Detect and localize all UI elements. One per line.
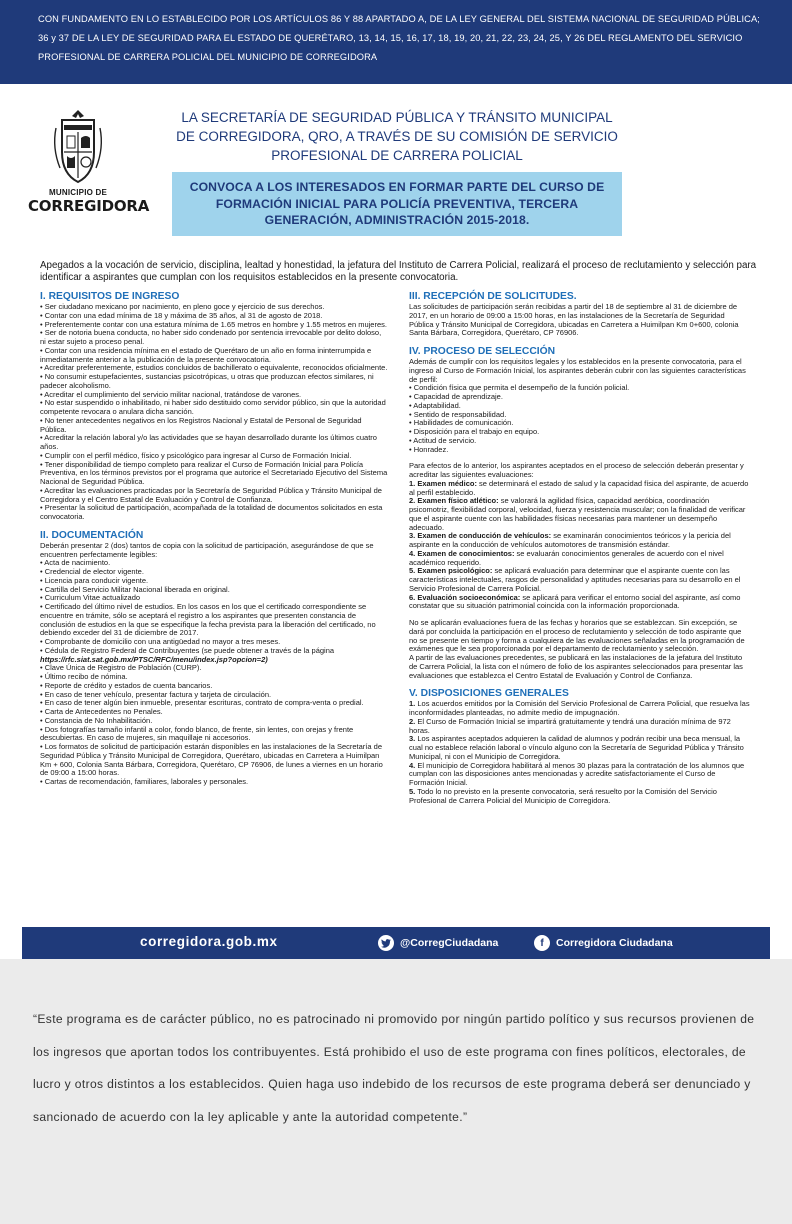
list-item: • Credencial de elector vigente. — [40, 567, 144, 576]
item-text: se determinará el estado de salud y la capacidad física del aspirante, de acuerdo al perfil establecido. — [409, 478, 749, 497]
list-item: • Reporte de crédito y estados de cuenta bancarios. — [40, 680, 213, 690]
list-item: • Capacidad de aprendizaje. — [409, 392, 503, 401]
list-item: • Último recibo de nómina. — [40, 672, 128, 681]
item-label: 5. — [409, 786, 416, 796]
rfc-link[interactable]: https://rfc.siat.sat.gob.mx/PTSC/RFC/menu/index.jsp?opcion=2) — [40, 654, 268, 664]
logo-muni-text: MUNICIPIO DE — [49, 188, 107, 197]
twitter-icon — [378, 935, 394, 951]
list-item: • Acreditar el cumplimiento del servicio militar nacional, tratándose de varones. — [40, 389, 302, 399]
item-text: se valorará la agilidad física, capacidad aeróbica, coordinación psicomotriz, flexibilidad corporal, velocidad, fuerza y resistencia muscular; con la finalidad de verificar que el aspirante cuente con las habilidades físicas necesarias para mantener un desempeño adecuado. — [409, 496, 746, 532]
list-item: • Ser de notoria buena conducta, no haber sido condenado por sentencia irrevocable por delito doloso, ni estar sujeto a proceso penal. — [40, 328, 382, 346]
item-text: Todo lo no previsto en la presente convocatoria, será resuelto por la Comisión del Servicio Profesional de Carrera Policial del Municipio de Corregidora. — [409, 786, 717, 805]
website-link[interactable]: corregidora.gob.mx — [140, 934, 278, 949]
item-text: se aplicará evaluación para determinar que el aspirante cuente con las características intelectuales, rasgos de personalidad y aptitudes necesarias para su desarrollo en el Servicio Profesional de Carrera Policial. — [409, 566, 741, 593]
section-title: IV. PROCESO DE SELECCIÓN — [409, 346, 556, 357]
list-item: • Actitud de servicio. — [409, 435, 477, 445]
item-label: 1. — [409, 699, 416, 709]
convoca-text: CONVOCA A LOS INTERESADOS EN FORMAR PARTE DEL CURSO DE FORMACIÓN INICIAL PARA POLICÍA PREVENTIVA, TERCERA GENERACIÓN, ADMINISTRACIÓN 2015-2018. — [189, 180, 605, 227]
left-column — [40, 291, 388, 787]
documents-list — [40, 559, 388, 787]
list-item: • En caso de tener vehículo, presentar factura y tarjeta de circulación. — [40, 689, 272, 699]
section-title: II. DOCUMENTACIÓN — [40, 529, 144, 541]
list-item: • Tener disponibilidad de tiempo completo para realizar el Curso de Formación Inicial para Policía Preventiva, en los términos previstos por el programa que autorice el Secretariado Ejecutivo del Sistema Nacional de Seguridad Pública. — [40, 459, 388, 486]
list-item — [409, 497, 751, 532]
list-item: • Sentido de responsabilidad. — [409, 409, 507, 419]
item-label: 5. Examen psicológico: — [409, 566, 493, 576]
secretaria-heading: LA SECRETARÍA DE SEGURIDAD PÚBLICA Y TRÁNSITO MUNICIPAL DE CORREGIDORA, QRO, A TRAVÉS DE SU COMISIÓN DE SERVICIO PROFESIONAL DE CARRERA POLICIAL — [176, 110, 618, 163]
list-item — [409, 700, 751, 718]
list-item — [409, 550, 751, 568]
evaluations-list — [409, 480, 751, 611]
list-item: • Acreditar la relación laboral y/o las actividades que se hayan desarrollado durante los últimos cuatro años. — [40, 433, 377, 451]
list-item: • Cédula de Registro Federal de Contribuyentes (se puede obtener a través de la página — [40, 645, 335, 655]
results-note: A partir de las evaluaciones precedentes, se publicará en las instalaciones de la jefatura del Instituto de Carrera Policial, la lista con el número de folio de los aspirantes seleccionados para presentar las evaluaciones que establezca el Centro Estatal de Evaluación y Control de Confianza. — [409, 653, 743, 680]
list-item: • Acreditar las evaluaciones practicadas por la Secretaría de Seguridad Pública y Tránsito Municipal de Corregidora y el Centro Estatal de Evaluación y Control de Confianza. — [40, 485, 382, 504]
list-item: • Contar con una edad mínima de 18 y máxima de 35 años, al 31 de agosto de 2018. — [40, 310, 323, 320]
header — [0, 84, 792, 256]
convoca-banner — [172, 172, 622, 236]
evaluations-lead: Para efectos de lo anterior, los aspirantes aceptados en el proceso de selección deberán presentar y acreditar las siguientes evaluaciones: — [409, 461, 744, 479]
list-item: • Comprobante de domicilio con una antigüedad no mayor a tres meses. — [40, 637, 281, 646]
documentation-lead: Deberán presentar 2 (dos) tantos de copia con la solicitud de participación, asegurándose de que se encuentren perfectamente legibles: — [40, 540, 374, 559]
item-label: 3. Examen de conducción de vehículos: — [409, 531, 552, 541]
list-item: • En caso de tener algún bien inmueble, presentar escrituras, contrato de compra-venta o predial. — [40, 698, 364, 708]
list-item: • Cartilla del Servicio Militar Nacional liberada en original. — [40, 584, 230, 594]
list-item: • Honradez. — [409, 444, 449, 454]
selection-lead: Además de cumplir con los requisitos legales y los establecidos en la presente convocatoria, para el ingreso al Curso de Formación Inicial, los aspirantes deberán cubrir con las siguientes características de perfil: — [409, 357, 746, 384]
twitter-link[interactable] — [378, 935, 498, 951]
general-provisions-list — [409, 700, 751, 805]
list-item: • Curriculum Vitae actualizado — [40, 593, 141, 603]
facebook-page-name: Corregidora Ciudadana — [556, 937, 673, 949]
item-text: se examinarán conocimientos teóricos y la pericia del aspirante en la conducción de vehículos automotores de transmisión estándar. — [409, 531, 731, 549]
list-item: • Contar con una residencia mínima en el estado de Querétaro de un año en forma ininterrumpida e inmediatamente anterior a la publicación de la presente convocatoria. — [40, 345, 372, 364]
section-title: III. RECEPCIÓN DE SOLICITUDES. — [409, 291, 577, 302]
disclaimer-text: “Este programa es de carácter público, no es patrocinado ni promovido por ningún partido político y sus recursos provienen de los ingresos que aportan todos los contribuyentes. Está prohibido el uso de este programa con fines políticos, electorales, de lucro y otros distintos a los establecidos. Quien haga uso indebido de los recursos de este programa deberá ser denunciado y sancionado de acuerdo con la ley aplicable y ante la autoridad competente.” — [33, 1012, 755, 1124]
twitter-handle: @CorregCiudadana — [400, 937, 499, 949]
intro-paragraph: Apegados a la vocación de servicio, disciplina, lealtad y honestidad, la jefatura del Instituto de Carrera Policial, realizará el proceso de reclutamiento y selección para identificar a aspirantes que cumplan con los requisitos establecidos en la presente convocatoria. — [40, 260, 757, 283]
list-item: • Presentar la solicitud de participación, acompañada de la totalidad de documentos solicitados en esta convocatoria. — [40, 503, 383, 521]
list-item: • Clave Única de Registro de Población (CURP). — [40, 663, 202, 673]
list-item: • No estar suspendido o inhabilitado, ni haber sido destituido como servidor público, sin que la autoridad competente revocara o anulara dicha sanción. — [40, 398, 386, 416]
list-item — [409, 532, 751, 550]
list-item: • Ser ciudadano mexicano por nacimiento, en pleno goce y ejercicio de sus derechos. — [40, 302, 325, 311]
item-text: El Curso de Formación Inicial se impartirá gratuitamente y tendrá una duración mínima de 972 horas. — [409, 716, 731, 735]
list-item — [409, 788, 751, 806]
item-label: 2. — [409, 716, 416, 726]
list-item: • Cartas de recomendación, familiares, laborales y personales. — [40, 777, 249, 786]
list-item: • Habilidades de comunicación. — [409, 418, 514, 428]
list-item — [409, 594, 751, 612]
list-item: • Los formatos de solicitud de participación estarán disponibles en las instalaciones de la Secretaría de Seguridad Pública y Tránsito Municipal de Corregidora, Querétaro, ubicadas en Carretera a Huimilpan Km + 600, Colonia Santa Bárbara, Corregidora, Querétaro, CP 76906, de lunes a viernes en un horario de 09:00 a 15:00 horas. — [40, 742, 383, 778]
footer-bar — [22, 927, 770, 959]
reception-text: Las solicitudes de participación serán recibidas a partir del 18 de septiembre al 31 de diciembre de 2017, en un horario de 09:00 a 15:00 horas, en las instalaciones de la Secretaría de Seguridad Pública y Tránsito Municipal de Corregidora, ubicadas en Carretera a Huimilpan Km 0+600, colonia Santa Bárbara, Corregidora, Querétaro, CP 76906. — [409, 302, 739, 338]
item-text: El municipio de Corregidora habilitará al menos 30 plazas para la contratación de los alumnos que cumplan con las disposiciones antes mencionadas y acredite satisfactoriamente el Curso de Formación Inicial. — [409, 760, 745, 787]
evaluations-note: No se aplicarán evaluaciones fuera de las fechas y horarios que se establezcan. Sin excepción, se dará por concluida la participación en el proceso de reclutamiento y selección de todo aspirante que no se presente en tiempo y forma a cualquiera de las evaluaciones señaladas en la programación de exámenes que le sea proporcionada por el departamento de reclutamiento y selección. — [409, 618, 745, 654]
item-label: 4. — [409, 760, 416, 770]
item-label: 1. Examen médico: — [409, 478, 477, 488]
list-item: • Dos fotografías tamaño infantil a color, fondo blanco, de frente, sin lentes, con orejas y frente descubiertas. En caso de mujeres, sin maquillaje ni accesorios. — [40, 724, 354, 743]
municipal-logo — [28, 108, 150, 238]
item-text: se evaluarán conocimientos generales de acuerdo con el nivel académico requerido. — [409, 548, 724, 567]
logo-name-text: CORREGIDORA — [28, 197, 150, 215]
top-notice-text: CON FUNDAMENTO EN LO ESTABLECIDO POR LOS ARTÍCULOS 86 Y 88 APARTADO A, DE LA LEY GENERAL DEL SISTEMA NACIONAL DE SEGURIDAD PÚBLICA; 36 y 37 DE LA LEY DE SEGURIDAD PARA EL ESTADO DE QUERÉTARO, 13, 14, 15, 16, 17, 18, 19, 20, 21, 22, 23, 24, 25, Y 26 DEL REGLAMENTO DEL SERVICIO PROFESIONAL DE CARRERA POLICIAL DEL MUNICIPIO DE CORREGIDORA — [38, 14, 760, 62]
list-item: • Preferentemente contar con una estatura mínima de 1.65 metros en hombre y 1.55 metros en mujeres. — [40, 319, 387, 329]
item-text: Los acuerdos emitidos por la Comisión del Servicio Profesional de Carrera Policial, que resuelva las inconformidades planteadas, no admite medio de impugnación. — [409, 699, 750, 717]
list-item — [409, 480, 751, 498]
right-column — [409, 291, 751, 805]
list-item: • Carta de Antecedentes no Penales. — [40, 707, 163, 716]
list-item: • No consumir estupefacientes, sustancias psicotrópicas, u otras que produzcan efectos similares, ni padecer alcoholismo. — [40, 372, 374, 390]
list-item: • Certificado del último nivel de estudios. En los casos en los que el certificado correspondiente se encuentre en trámite, sólo se aceptará el registro a los aspirantes que presenten constancia de conclusión de estudios en la que se especifique la fecha prevista para la liberación del certificado, no debiendo exceder del 31 de diciembre de 2017. — [40, 602, 376, 638]
list-item — [409, 567, 751, 593]
section-title: V. DISPOSICIONES GENERALES — [409, 688, 569, 700]
section-title: I. REQUISITOS DE INGRESO — [40, 291, 180, 302]
list-item: • Disposición para el trabajo en equipo. — [409, 427, 540, 436]
item-label: 2. Examen físico atlético: — [409, 496, 499, 506]
item-label: 3. — [409, 734, 416, 744]
list-item: • Licencia para conducir vigente. — [40, 575, 149, 585]
list-item: • Acreditar preferentemente, estudios concluidos de bachillerato o equivalente, reconocidos oficialmente. — [40, 363, 388, 373]
list-item: • Condición física que permita el desempeño de la función policial. — [409, 383, 630, 393]
requirements-list — [40, 303, 388, 522]
list-item: • Constancia de No Inhabilitación. — [40, 715, 153, 725]
list-item — [409, 762, 751, 788]
coat-of-arms-icon — [50, 108, 106, 186]
list-item — [409, 735, 751, 761]
list-item: • Acta de nacimiento. — [40, 558, 111, 568]
item-text: Los aspirantes aceptados adquieren la calidad de alumnos y podrán recibir una beca mensual, la cual no establece relación laboral o vínculo alguno con la Secretaría de Seguridad Pública y Tránsito Municipal, ni con el Municipio de Corregidora. — [409, 734, 744, 761]
list-item: • No tener antecedentes negativos en los Registros Nacional y Estatal de Personal de Seguridad Pública. — [40, 415, 362, 434]
list-item — [409, 718, 751, 736]
list-item: • Adaptabilidad. — [409, 400, 461, 410]
list-item: • Cumplir con el perfil médico, físico y psicológico para ingresar al Curso de Formación Inicial. — [40, 450, 352, 460]
item-label: 6. Evaluación socioeconómica: — [409, 592, 521, 602]
item-label: 4. Examen de conocimientos: — [409, 548, 515, 558]
facebook-link[interactable] — [534, 935, 673, 951]
item-text: se aplicará para verificar el entorno social del aspirante, así como constatar que su situación patrimonial coincida con la información proporcionada. — [409, 592, 741, 611]
facebook-icon: f — [534, 935, 550, 951]
top-notice-bar — [0, 0, 792, 84]
profile-list — [409, 384, 751, 454]
